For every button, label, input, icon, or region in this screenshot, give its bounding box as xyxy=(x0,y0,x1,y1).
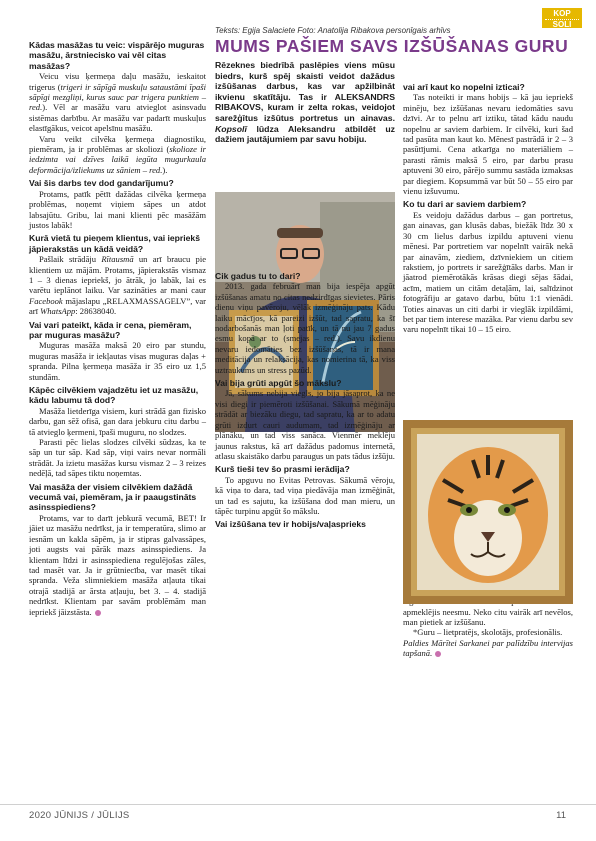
page-number: 11 xyxy=(556,810,566,821)
logo-line2: SOLI xyxy=(552,20,572,29)
answer: 2013. gada februārī man bija iespēja apgūt izšūšanas amatu no citas nedzirdīgas sievietes. Pāris dienu viņu pavēroju, vēlāk izmēģināju pats. Kādu laiku mācījos, kā pareizi izšūt, tad sapratu, ka šī nodarbošanās man ļoti patīk, un tā nu jau 7 gadus esmu kopā ar to (smejas – red.). Savu ikdienu nevaru iedomāties bez izšūšanas, tā ir mana meditācija un relaksācija, kas nomierina tā, ka viss uztraukums un stress pazūd. xyxy=(215,281,395,375)
answer: Es veidoju dažādus darbus – gan portretus, gan ainavas, gan klusās dabas, biežāk līdz 30 x 30 cm lielus darbus izpildu aptuveni vienu mēnesi. Par portretiem var nopelnīt vairāk nekā par ainavām, ziediem, dzīvniekiem un citiem rakstiem, jo portrets ir sarežģītāks darbs. Man ir jāatrod piemērotākās krāsas diegi sējas šādai, acīm, matiem un citām detaļām, lai, salīdzinot fotogrāfiju ar gatavo darbu, būtu 1:1 vienādi. Toties ainavas un citi darbi ir vieglāk izpildāmi, bet par tiem interese mazāka. Par vienu darbu sev varu nopelnīt tikai 10 – 15 eiro. xyxy=(403,209,573,335)
question: Vai masāža der visiem cilvēkiem dažādā vecumā vai, piemēram, ja ir paaugstināts asinsspiediens? xyxy=(29,481,197,513)
kopsoli-logo xyxy=(542,8,582,28)
end-dot-icon xyxy=(435,651,441,657)
footer-divider xyxy=(0,804,596,805)
answer: Tas noteikti ir mans hobijs – kā jau iepriekš minēju, bez izšūšanas nevaru iedomāties savu dzīvi. Ar to pelnu arī iztiku, tātad kādu naudu nopelnu ar saviem darbiem. Ir cilvēki, kuri šad tad pasūta man kaut ko. Mēnesī pastrādā ir 2 – 3 pasūtījumi. Cena atkarīga no materiāliem – parasti rāmis maksā 5 eiro, par darbu prasu aptuveni 30 eiro, pārējo summu sastāda izmaksas par diegiem. Kopsummā var būt 50 – 55 eiro par vienu izšuvumu. xyxy=(403,92,573,197)
answer: Protams, var to darīt jebkurā vecumā, BET! Ir jāiet uz masāžu nedrīkst, ja ir temperatūra, slimo ar iesnām un kakla sāpēm, ja ir stipras galvassāpes, joti augsts vai pārāk mazs asinsspiediens. Ja klientam līdzi ir asinsspiediena regulējošas zāles, tad masēt var. Ja ir grūtniecība, var masēt tikai spranda. Veža slimniekiem masāža atļauta tikai otrajā stadijā ar ārsta atļauju, bet 3. – 4. stadijā nedrīkst. Klientam par savām problēmām man iepriekš jāizstāsta. xyxy=(29,512,206,617)
question: Ko tu dari ar saviem darbiem? xyxy=(403,199,527,210)
answer: apmeklējis neesmu. Neko citu vairāk arī nevēlos, man pietiek ar izšūšanu. xyxy=(403,606,573,627)
article-lead xyxy=(215,60,395,145)
answer: To apguvu no Evitas Petrovas. Sākumā vēroju, kā viņa to dara, tad viņa piedāvāja man izmēģināt, un tad es sajutu, ka izšūšana dod man mieru, un tāpēc turpinu apgūt šo mākslu. xyxy=(215,474,395,516)
tiger-embroidery-photo xyxy=(403,420,573,604)
lead-brand: Kopsolī xyxy=(215,123,247,134)
question: Vai vari pateikt, kāda ir cena, piemēram, par muguras masāžu? xyxy=(29,319,192,340)
footer-issue: 2020 JŪNIJS / JŪLIJS xyxy=(29,810,130,821)
question: Kādas masāžas tu veic: vispārējo muguras masāžu, ārstniecisko vai vēl citas masāžas? xyxy=(29,40,205,71)
lead-text-2: lūdza Aleksandru atbildēt uz dažiem jautājumiem par savu hobiju. xyxy=(215,123,395,145)
article-headline: MUMS PAŠIEM SAVS IZŠŪŠANAS GURU xyxy=(215,36,569,56)
question: Kāpēc cilvēkiem vajadzētu iet uz masāžu, kādu labumu tā dod? xyxy=(29,385,199,406)
question: vai arī kaut ko nopelni izticai? xyxy=(403,82,525,92)
answer: Varu veikt cilvēka ķermeņa diagnostiku, piemēram, ja ir problēmas ar skoliozi (skolioze ir iedzimta vai dzīves laikā iegūta mugurkaula deformācija/izliekums uz sāniem – red.). xyxy=(29,133,206,175)
answer: Muguras masāža maksā 20 eiro par stundu, muguras masāža ir iekļautas visas muguras daļas + spranda. Pilna ķermeņa masāža ir 35 eiro uz 1,5 stundām. xyxy=(29,340,206,382)
thanks-note: Paldies Mārītei Sarkanei par palīdzību intervijas tapšanā. xyxy=(403,637,573,659)
answer: Protams, patīk pētīt dažādas cilvēka ķermeņa problēmas, noņemt viņiem sāpes un atdot labsajūtu. Gribu, lai mani klienti pēc masāžām justos labāk! xyxy=(29,188,206,230)
question: Vai šis darbs tev dod gandarījumu? xyxy=(29,178,174,189)
column-middle xyxy=(215,271,395,530)
lead-text-1: Rēzeknes biedrībā paslēpies viens mūsu biedrs, kurš spēj skaisti veidot dažādus izšūšanas darbus, kas var apžilbināt ikvienu skatītāju. Tas ir ALEKSANDRS RIBAKOVS, kuram ir zelta rokas, veidojot sarežģītus izšūtus portretus un ainavas. xyxy=(215,60,395,123)
article-credits: Teksts: Egija Salaciete Foto: Anatolija Ribakova personīgais arhīvs xyxy=(215,26,451,35)
answer: Veicu visu ķermeņa daļu masāžu, ieskaitot trigerus (trigeri ir sāpīgā muskuļu sataustāmi īpaši sāpīgi mezgliņi, kurus sauc par trigera punktiem – red.). Vēl ar masāžu varu atvieglot asinsvadu sistēmas darbību. Ar masāžu var padarīt muskuļus elastīgākus, veicot apelsīnu masāžu. xyxy=(29,71,206,134)
footnote: *Guru – lietpratējs, skolotājs, profesionālis. xyxy=(413,627,563,638)
answer: Jā, sākums nebija viegls, jo bija jāsaprot, ka ne visi diegi ir piemēroti izšūšanai. Sākumā mēģināju strādāt ar biezāku diegu, tad sapratu, ka ar to adatu grūti izdurt cauri audumam, tad izmēģināju ar plānāku, un tad viss sanāca. Vienmēr meklēju jaunus rakstus, kā arī dažādus padomus internetā, atlasu skaistāko darbu paraugus un pats tādus izšūju. xyxy=(215,388,395,461)
answer: Pašlaik strādāju Rītausmā un arī braucu pie klientiem uz mājām. Protams, jāpierakstās vismaz 1 – 3 dienas iepriekš, jo ātrāk, jo labāk, lai es varētu ieplānot laiku. Var sazināties ar mani caur Facebook mājaslapu „RELAXMASSAGELV”, var arī WhatsApp: 28638040. xyxy=(29,254,206,317)
column-left xyxy=(29,40,206,617)
question: Vai bija grūti apgūt šo mākslu? xyxy=(215,378,342,389)
answer: Masāža lietderīga visiem, kuri strādā gan fizisko darbu, gan sēž ofisā, gan dara jebkuru citu darbu – tā atvieglo ķermeni, īpaši muguru, no slodzes. xyxy=(29,405,206,437)
end-dot-icon xyxy=(95,610,101,616)
question: Vai izšūšana tev ir hobijs/vaļasprieks xyxy=(215,519,366,530)
logo-line1: KOP xyxy=(553,9,571,18)
question: Kurā vietā tu pieņem klientus, vai iepriekš jāpierakstās un kādā veidā? xyxy=(29,233,200,254)
question: Kurš tieši tev šo prasmi ierādīja? xyxy=(215,464,350,475)
question: Cik gadus tu to dari? xyxy=(215,271,301,281)
answer: Parasti pēc lielas slodzes cilvēki sūdzas, ka te sāp un tur sāp. Kad sāp, viņi vairs nevar normāli strādāt. Ja izietu masāžas kursu vismaz 2 – 3 reizes nedēļā, tad sāpes tiktu noņemtas. xyxy=(29,437,206,479)
